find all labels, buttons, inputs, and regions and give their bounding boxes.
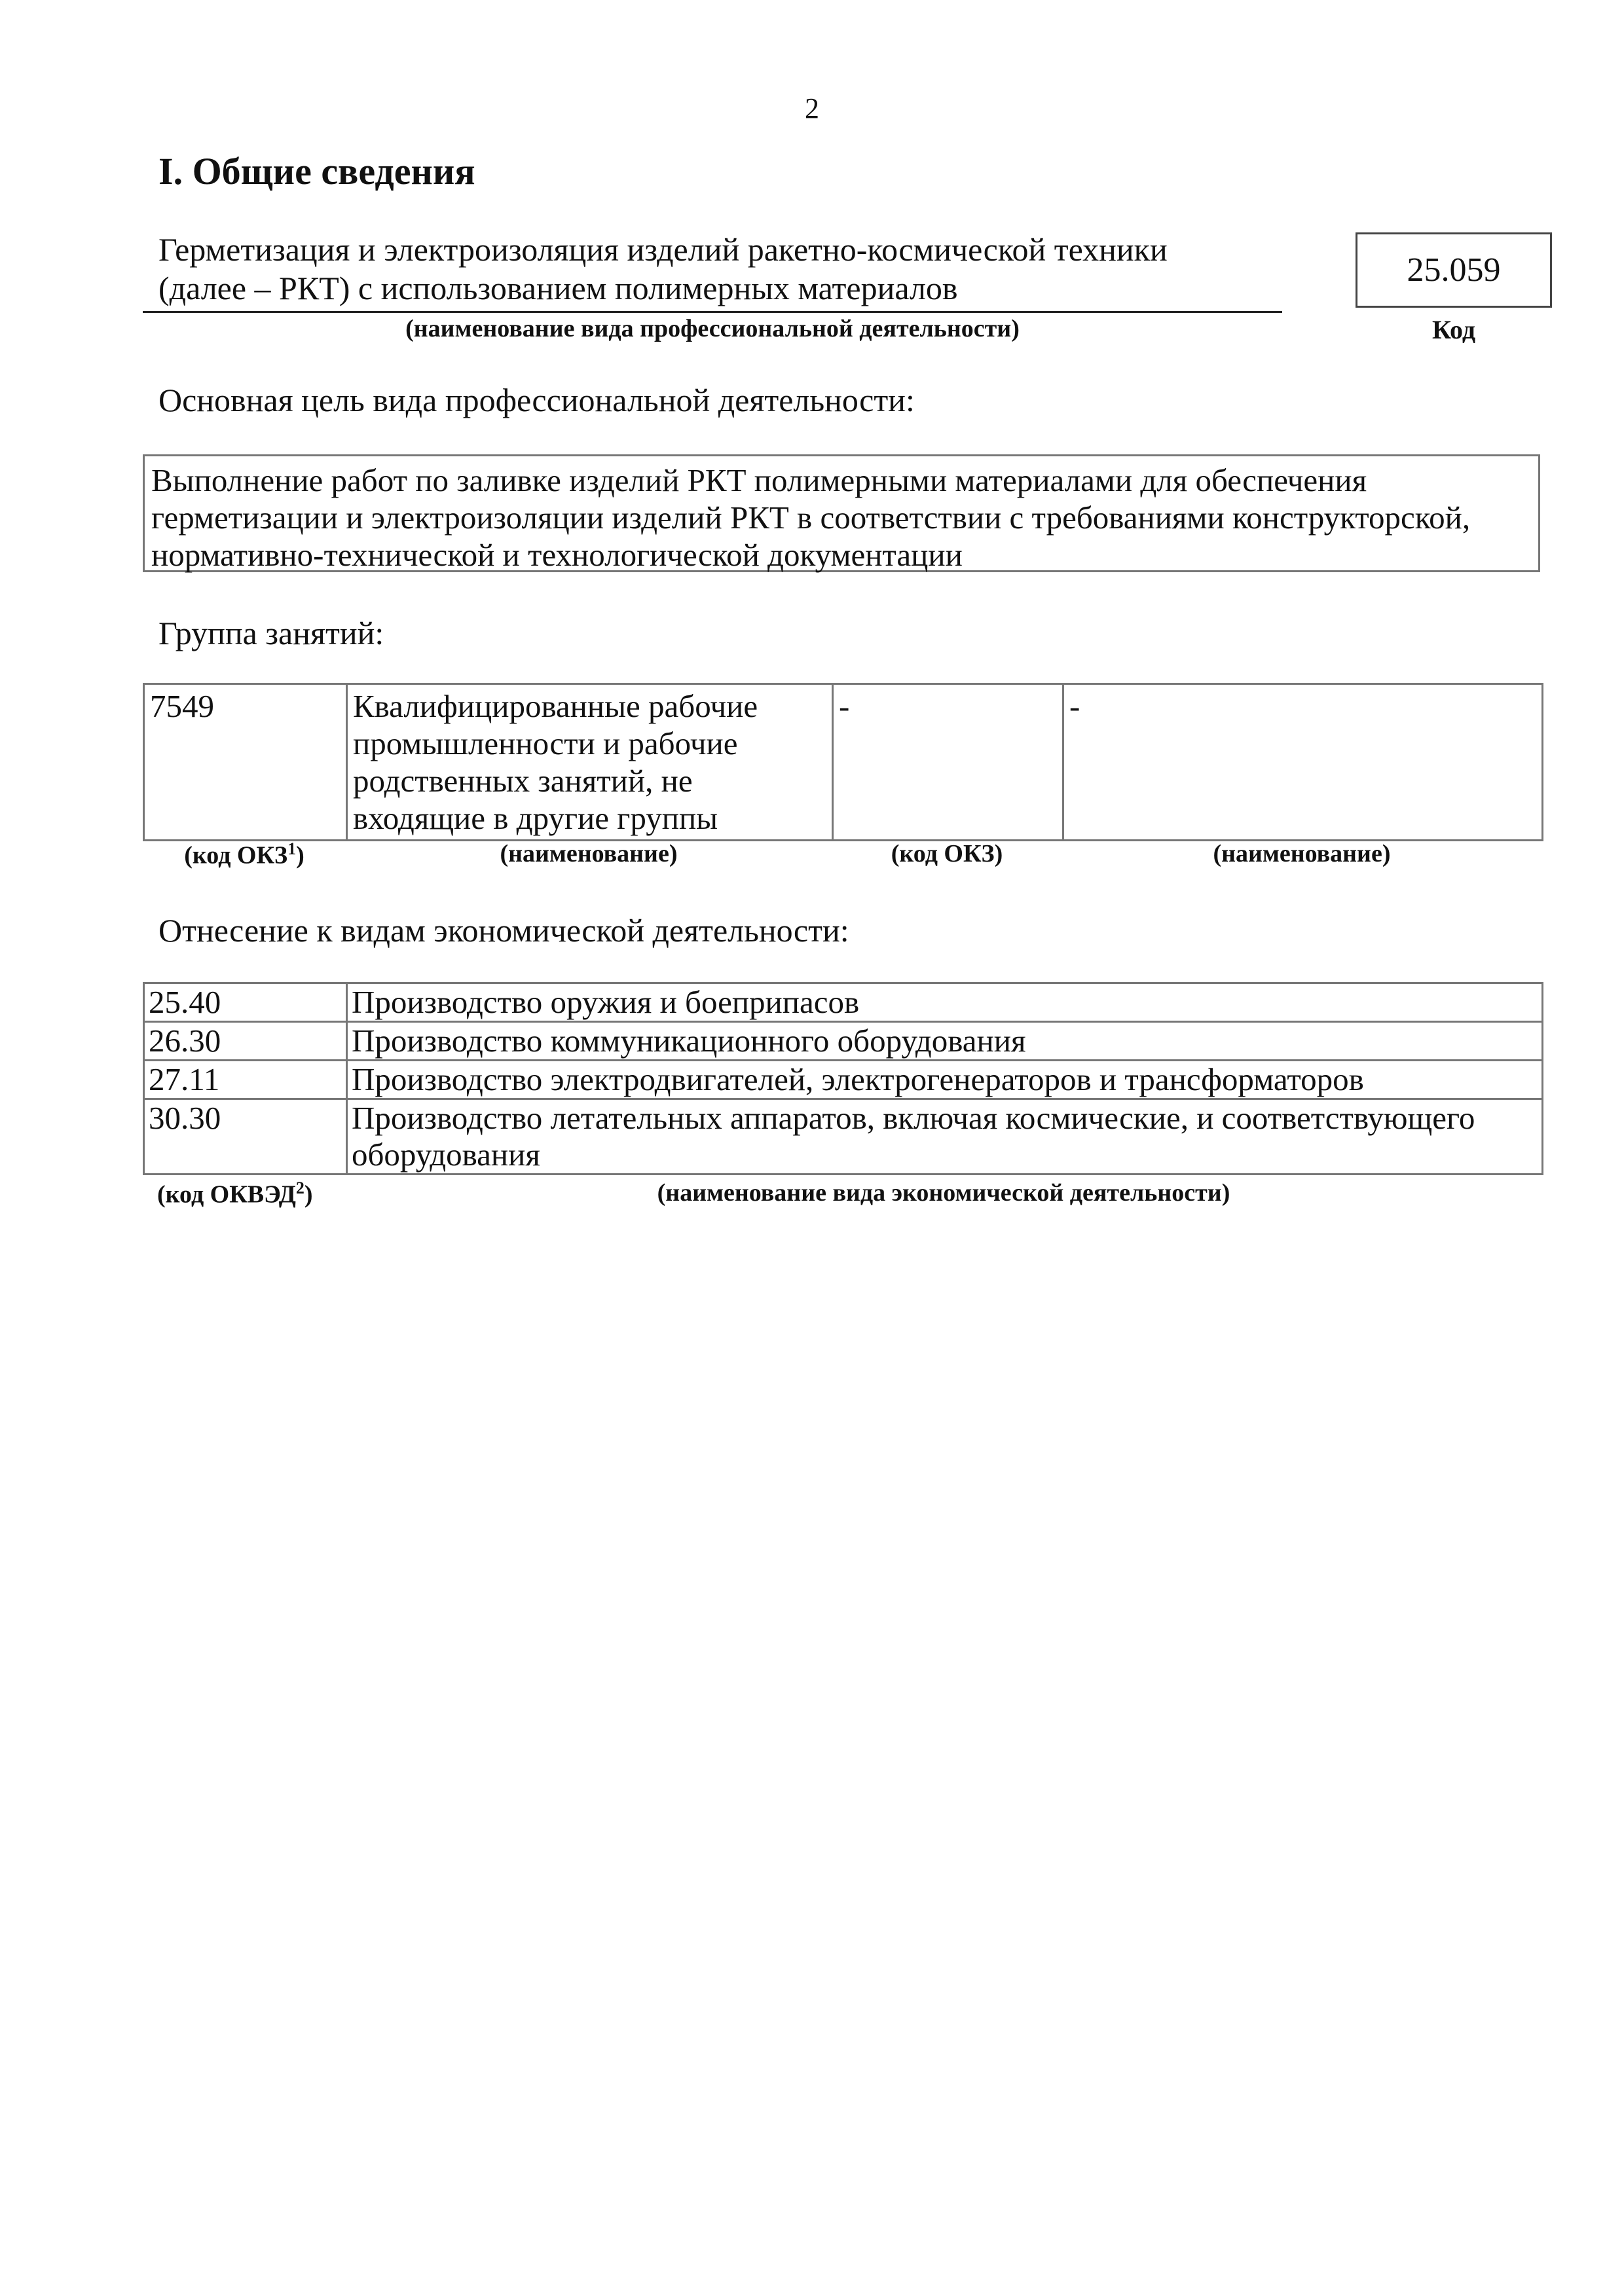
okz-name-line: родственных занятий, не [353, 763, 693, 799]
activity-code: 25.059 [1407, 251, 1501, 289]
okz-code-caption: (код ОКЗ$^1$) [184, 839, 304, 869]
footnote-ref: 1 [287, 839, 297, 858]
table-row [144, 1099, 1543, 1175]
goal-line: Выполнение работ по заливке изделий РКТ полимерными материалами для обеспечения [151, 462, 1367, 498]
okz-name-caption-2: (наименование) [1213, 840, 1391, 867]
economic-activity-label: Отнесение к видам экономической деятельности: [158, 912, 849, 949]
section-title: I. Общие сведения [158, 150, 475, 192]
okved-name-line: оборудования [352, 1137, 540, 1173]
table-row [144, 983, 1543, 1022]
okz-code-cell-2: - [833, 684, 1063, 841]
table-row [144, 1061, 1543, 1099]
okz-name-cell [347, 684, 833, 841]
okved-name-cell: Производство оружия и боеприпасов [347, 983, 1543, 1022]
goal-line: нормативно-технической и технологической документации [151, 537, 963, 573]
goal-label: Основная цель вида профессиональной деятельности: [158, 382, 915, 418]
okved-name-cell [347, 1099, 1543, 1175]
activity-name-line: Герметизация и электроизоляция изделий ракетно-космической техники [158, 231, 1168, 268]
economic-activity-table [143, 982, 1543, 1175]
okz-name-cell-2: - [1063, 684, 1543, 841]
okz-code-caption-2: (код ОКЗ) [891, 840, 1003, 867]
occupation-group-table [143, 683, 1543, 841]
okz-name-line: Квалифицированные рабочие [353, 688, 758, 724]
okved-name-caption: (наименование вида экономической деятельности) [657, 1179, 1230, 1207]
okved-name-cell: Производство электродвигателей, электрогенераторов и трансформаторов [347, 1061, 1543, 1099]
activity-name [158, 230, 1272, 308]
table-row [144, 1022, 1543, 1061]
okz-name-line: входящие в другие группы [353, 800, 718, 836]
okved-code-cell: 25.40 [144, 983, 347, 1022]
goal-box [143, 454, 1540, 572]
goal-line: герметизации и электроизоляции изделий РКТ в соответствии с требованиями конструкторской, [151, 500, 1471, 536]
okved-code-cell: 27.11 [144, 1061, 347, 1099]
okved-code-cell: 30.30 [144, 1099, 347, 1175]
okz-name-caption: (наименование) [500, 840, 678, 867]
activity-caption: (наименование вида профессиональной деятельности) [405, 315, 1020, 342]
okz-code-cell: 7549 [144, 684, 347, 841]
okved-name-cell: Производство коммуникационного оборудования [347, 1022, 1543, 1061]
okved-name-line: Производство летательных аппаратов, включая космические, и соответствующего [352, 1100, 1475, 1136]
activity-code-caption: Код [1431, 315, 1476, 344]
activity-underline [143, 311, 1282, 313]
occupation-group-label: Группа занятий: [158, 615, 384, 651]
okved-code-cell: 26.30 [144, 1022, 347, 1061]
activity-name-line: (далее – РКТ) с использованием полимерных материалов [158, 270, 958, 306]
footnote-ref: 2 [295, 1178, 304, 1197]
page-number: 2 [805, 92, 819, 124]
okz-name-line: промышленности и рабочие [353, 725, 738, 761]
okved-code-caption: (код ОКВЭД$^2$) [157, 1178, 313, 1209]
activity-code-box [1356, 232, 1552, 308]
table-row [144, 684, 1543, 841]
